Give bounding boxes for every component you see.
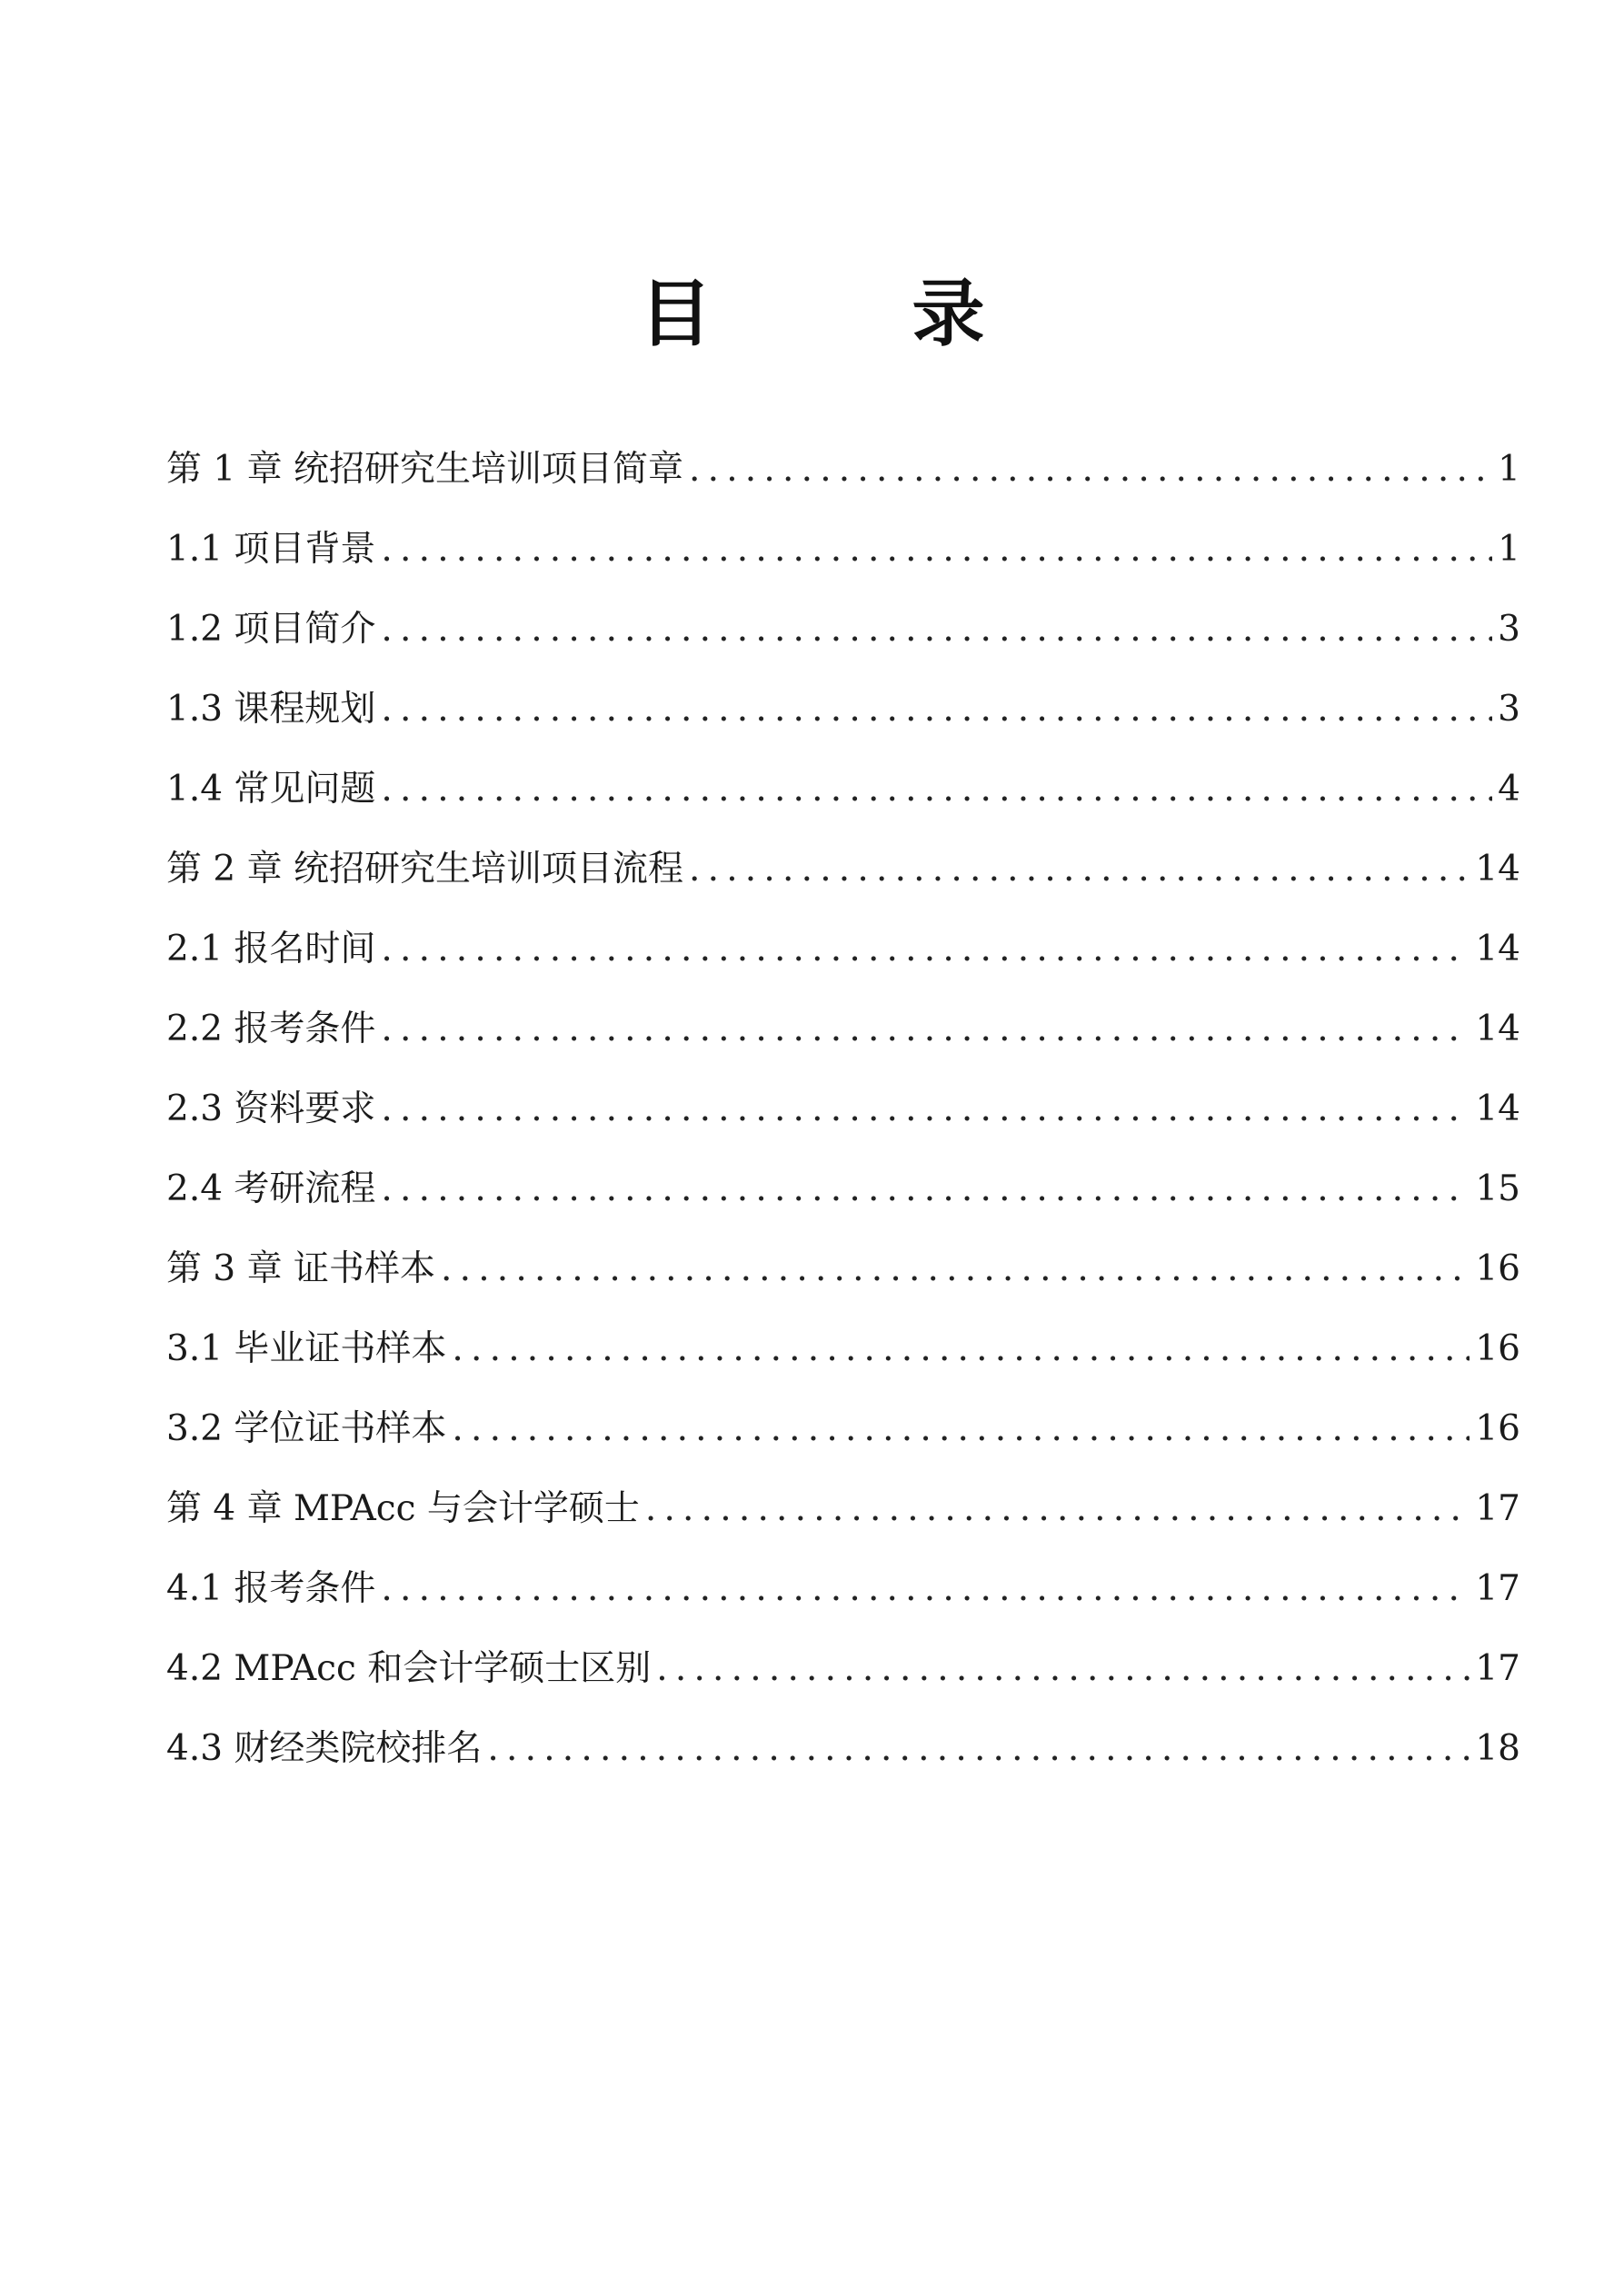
toc-page-number: 17 — [1475, 1648, 1520, 1689]
toc-entry-label: 2.4 考研流程 — [166, 1168, 376, 1209]
toc-dot-leader — [381, 682, 1492, 737]
toc-page-number: 14 — [1475, 1009, 1520, 1049]
toc-page-number: 18 — [1475, 1728, 1520, 1769]
toc-dot-leader — [381, 922, 1470, 977]
toc-entry-4-3[interactable] — [166, 1722, 1520, 1802]
toc-dot-leader — [645, 1482, 1470, 1536]
toc-entry-3-2[interactable] — [166, 1402, 1520, 1482]
toc-entry-ch2[interactable] — [166, 842, 1520, 922]
toc-entry-label: 第 2 章 统招研究生培训项目流程 — [166, 849, 684, 890]
toc-page-number: 14 — [1475, 849, 1520, 890]
toc-page-number: 17 — [1475, 1568, 1520, 1609]
toc-dot-leader — [689, 842, 1470, 897]
toc-entry-label: 2.3 资料要求 — [166, 1088, 376, 1129]
toc-entry-ch1[interactable] — [166, 442, 1520, 522]
toc-entry-label: 1.3 课程规划 — [166, 689, 376, 730]
toc-entry-2-3[interactable] — [166, 1082, 1520, 1162]
toc-entry-2-2[interactable] — [166, 1002, 1520, 1082]
toc-entry-ch3[interactable] — [166, 1242, 1520, 1322]
toc-dot-leader — [656, 1642, 1470, 1696]
toc-page-number: 16 — [1475, 1328, 1520, 1369]
toc-entry-label: 4.3 财经类院校排名 — [166, 1728, 483, 1769]
toc-entry-1-4[interactable] — [166, 762, 1520, 842]
toc-page-number: 14 — [1475, 1088, 1520, 1129]
table-of-contents — [166, 442, 1520, 1802]
toc-entry-4-1[interactable] — [166, 1562, 1520, 1642]
toc-entry-label: 2.2 报考条件 — [166, 1009, 376, 1049]
toc-entry-1-3[interactable] — [166, 682, 1520, 762]
toc-entry-2-1[interactable] — [166, 922, 1520, 1002]
toc-entry-1-1[interactable] — [166, 522, 1520, 602]
toc-dot-leader — [452, 1322, 1470, 1377]
toc-page-number: 4 — [1498, 769, 1520, 810]
toc-entry-ch4[interactable] — [166, 1482, 1520, 1562]
toc-page-number: 1 — [1498, 449, 1520, 490]
toc-dot-leader — [487, 1722, 1470, 1776]
toc-entry-label: 4.1 报考条件 — [166, 1568, 376, 1609]
toc-dot-leader — [381, 602, 1492, 657]
toc-page-number: 17 — [1475, 1488, 1520, 1529]
toc-dot-leader — [381, 762, 1492, 817]
toc-entry-label: 1.1 项目背景 — [166, 529, 376, 570]
toc-page-number: 1 — [1498, 529, 1520, 570]
toc-entry-3-1[interactable] — [166, 1322, 1520, 1402]
toc-entry-label: 第 3 章 证书样本 — [166, 1248, 436, 1289]
toc-entry-1-2[interactable] — [166, 602, 1520, 682]
toc-page-number: 16 — [1475, 1248, 1520, 1289]
toc-page-number: 14 — [1475, 929, 1520, 969]
toc-dot-leader — [441, 1242, 1470, 1297]
page-title: 目 录 — [639, 272, 1049, 356]
toc-entry-label: 4.2 MPAcc 和会计学硕士区别 — [166, 1648, 652, 1689]
toc-entry-label: 1.4 常见问题 — [166, 769, 376, 810]
toc-dot-leader — [381, 1562, 1470, 1616]
toc-page-number: 3 — [1498, 689, 1520, 730]
toc-entry-label: 1.2 项目简介 — [166, 609, 376, 650]
toc-entry-2-4[interactable] — [166, 1162, 1520, 1242]
toc-entry-label: 第 4 章 MPAcc 与会计学硕士 — [166, 1488, 640, 1529]
toc-entry-label: 第 1 章 统招研究生培训项目简章 — [166, 449, 684, 490]
toc-dot-leader — [689, 442, 1492, 497]
toc-dot-leader — [381, 1082, 1470, 1137]
toc-entry-label: 2.1 报名时间 — [166, 929, 376, 969]
toc-dot-leader — [381, 1162, 1470, 1217]
toc-entry-4-2[interactable] — [166, 1642, 1520, 1722]
toc-page-number: 3 — [1498, 609, 1520, 650]
toc-dot-leader — [452, 1402, 1470, 1456]
toc-entry-label: 3.2 学位证书样本 — [166, 1408, 447, 1449]
toc-dot-leader — [381, 1002, 1470, 1057]
toc-page-number: 16 — [1475, 1408, 1520, 1449]
toc-page-number: 15 — [1475, 1168, 1520, 1209]
toc-entry-label: 3.1 毕业证书样本 — [166, 1328, 447, 1369]
toc-dot-leader — [381, 522, 1492, 577]
